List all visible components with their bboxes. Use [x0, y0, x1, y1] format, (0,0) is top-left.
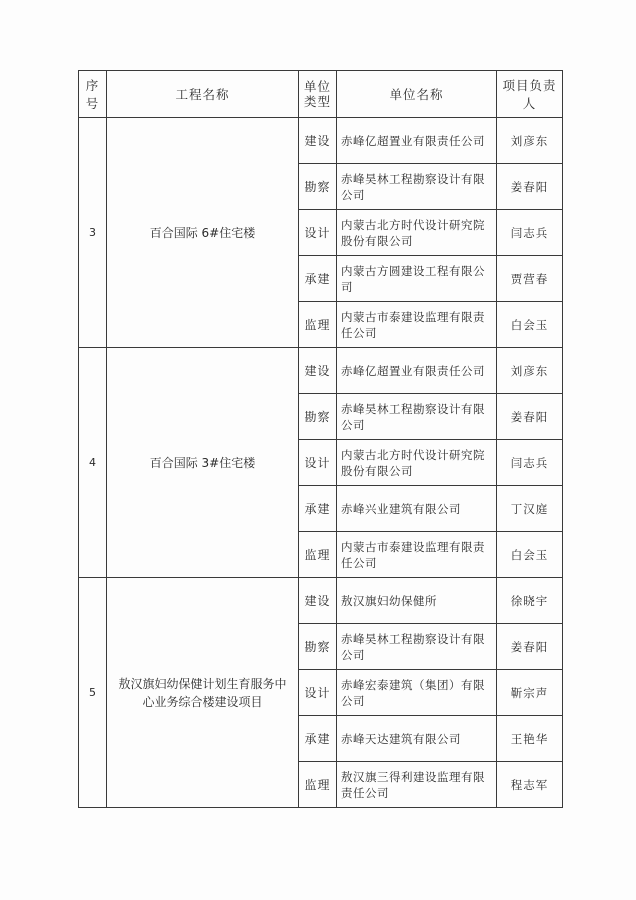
project-lead: 姜春阳 [497, 164, 563, 210]
unit-type: 勘察 [299, 164, 337, 210]
unit-type: 建设 [299, 348, 337, 394]
unit-type: 承建 [299, 716, 337, 762]
project-lead: 闫志兵 [497, 440, 563, 486]
unit-type: 监理 [299, 532, 337, 578]
project-name: 百合国际 6#住宅楼 [107, 118, 299, 348]
project-lead: 程志军 [497, 762, 563, 808]
unit-name: 赤峰昊林工程勘察设计有限公司 [337, 624, 497, 670]
project-lead: 徐晓宇 [497, 578, 563, 624]
unit-name: 赤峰天达建筑有限公司 [337, 716, 497, 762]
project-lead: 刘彦东 [497, 118, 563, 164]
project-lead: 白会玉 [497, 302, 563, 348]
unit-name: 赤峰亿超置业有限责任公司 [337, 348, 497, 394]
unit-name: 内蒙古市泰建设监理有限责任公司 [337, 532, 497, 578]
unit-type: 建设 [299, 118, 337, 164]
unit-name: 内蒙古北方时代设计研究院股份有限公司 [337, 440, 497, 486]
header-row [79, 71, 563, 118]
project-lead: 姜春阳 [497, 394, 563, 440]
header-unit: 单位名称 [337, 71, 497, 118]
unit-name: 内蒙古北方时代设计研究院股份有限公司 [337, 210, 497, 256]
row-number: 3 [79, 118, 107, 348]
unit-name: 内蒙古方圆建设工程有限公司 [337, 256, 497, 302]
header-person: 项目负责人 [497, 71, 563, 118]
project-name: 百合国际 3#住宅楼 [107, 348, 299, 578]
project-lead: 贾营春 [497, 256, 563, 302]
unit-name: 内蒙古市泰建设监理有限责任公司 [337, 302, 497, 348]
table-row [79, 578, 563, 624]
project-table [78, 70, 563, 808]
unit-type: 建设 [299, 578, 337, 624]
unit-name: 赤峰昊林工程勘察设计有限公司 [337, 394, 497, 440]
unit-type: 勘察 [299, 624, 337, 670]
header-type: 单位类型 [299, 71, 337, 118]
project-lead: 姜春阳 [497, 624, 563, 670]
row-number: 5 [79, 578, 107, 808]
row-number: 4 [79, 348, 107, 578]
project-lead: 白会玉 [497, 532, 563, 578]
header-project: 工程名称 [107, 71, 299, 118]
unit-type: 勘察 [299, 394, 337, 440]
project-lead: 丁汉庭 [497, 486, 563, 532]
unit-name: 赤峰宏泰建筑（集团）有限公司 [337, 670, 497, 716]
project-lead: 王艳华 [497, 716, 563, 762]
header-no: 序号 [79, 71, 107, 118]
project-lead: 刘彦东 [497, 348, 563, 394]
unit-type: 监理 [299, 762, 337, 808]
unit-type: 设计 [299, 210, 337, 256]
unit-name: 敖汉旗妇幼保健所 [337, 578, 497, 624]
project-lead: 靳宗声 [497, 670, 563, 716]
unit-name: 赤峰兴业建筑有限公司 [337, 486, 497, 532]
unit-type: 监理 [299, 302, 337, 348]
table-row [79, 118, 563, 164]
unit-name: 赤峰昊林工程勘察设计有限公司 [337, 164, 497, 210]
unit-type: 承建 [299, 256, 337, 302]
unit-type: 设计 [299, 440, 337, 486]
unit-name: 赤峰亿超置业有限责任公司 [337, 118, 497, 164]
unit-name: 敖汉旗三得利建设监理有限责任公司 [337, 762, 497, 808]
unit-type: 承建 [299, 486, 337, 532]
project-lead: 闫志兵 [497, 210, 563, 256]
project-name: 敖汉旗妇幼保健计划生育服务中心业务综合楼建设项目 [107, 578, 299, 808]
table-row [79, 348, 563, 394]
unit-type: 设计 [299, 670, 337, 716]
